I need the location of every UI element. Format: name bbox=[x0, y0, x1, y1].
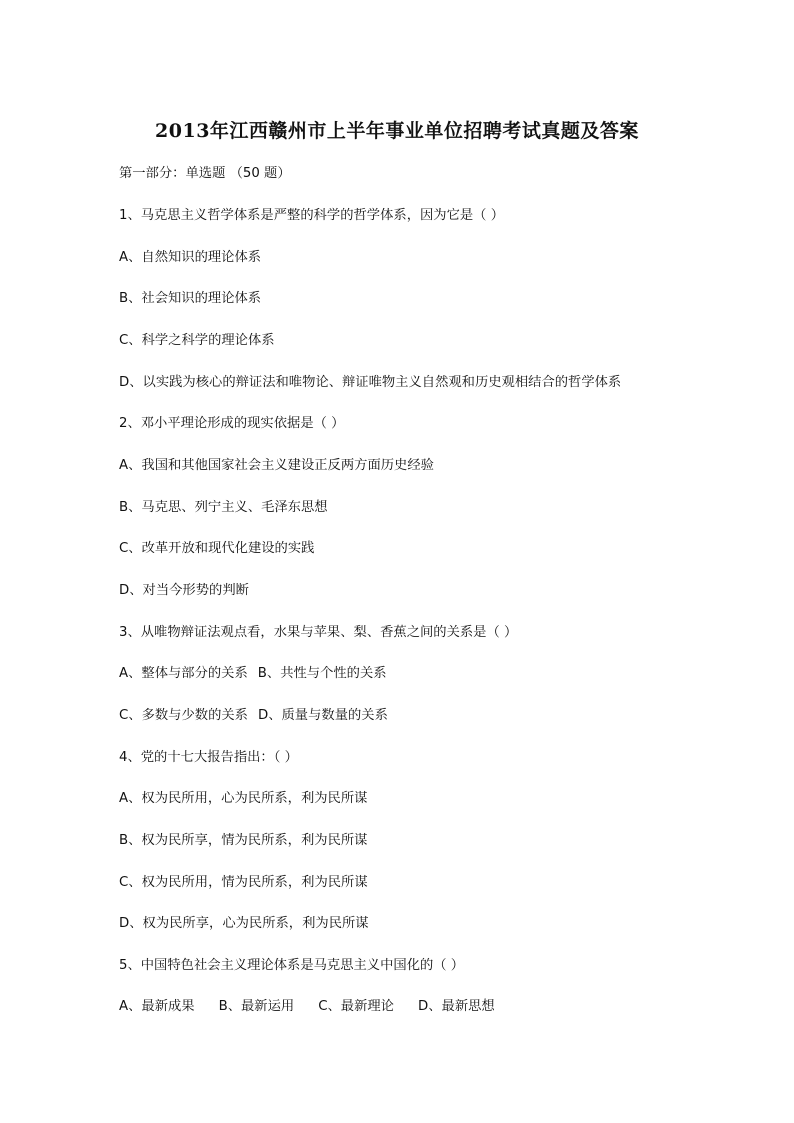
question-2-option-b: B、马克思、列宁主义、毛泽东思想 bbox=[119, 500, 328, 515]
document-title: 2013年江西赣州市上半年事业单位招聘考试真题及答案 bbox=[155, 120, 639, 142]
question-2-option-c: C、改革开放和现代化建设的实践 bbox=[119, 541, 315, 556]
question-3-option-a: A、整体与部分的关系 bbox=[119, 666, 248, 681]
question-1-option-d: D、以实践为核心的辩证法和唯物论、辩证唯物主义自然观和历史观相结合的哲学体系 bbox=[119, 375, 622, 390]
question-5-stem: 5、中国特色社会主义理论体系是马克思主义中国化的（ ） bbox=[119, 958, 465, 973]
question-3-option-b: B、共性与个性的关系 bbox=[257, 666, 387, 681]
question-4-option-c: C、权为民所用，情为民所系，利为民所谋 bbox=[119, 875, 368, 890]
question-4-option-d: D、权为民所享，心为民所系，利为民所谋 bbox=[119, 916, 369, 931]
question-2-stem: 2、邓小平理论形成的现实依据是（ ） bbox=[119, 416, 345, 431]
question-3-options-row-1 bbox=[119, 665, 387, 683]
question-5-option-b: B、最新运用 bbox=[218, 999, 295, 1014]
question-5-option-c: C、最新理论 bbox=[318, 999, 394, 1014]
question-3-stem: 3、从唯物辩证法观点看，水果与苹果、梨、香蕉之间的关系是（ ） bbox=[119, 625, 518, 640]
section-heading: 第一部分：单选题 （50 题） bbox=[119, 166, 291, 181]
question-5-option-d: D、最新思想 bbox=[417, 999, 495, 1014]
question-4-option-b: B、权为民所享，情为民所系，利为民所谋 bbox=[119, 833, 368, 848]
question-1-stem: 1、马克思主义哲学体系是严整的科学的哲学体系，因为它是（ ） bbox=[119, 208, 504, 223]
question-3-option-d: D、质量与数量的关系 bbox=[257, 708, 388, 723]
question-1-option-c: C、科学之科学的理论体系 bbox=[119, 333, 275, 348]
question-5-option-a: A、最新成果 bbox=[119, 999, 195, 1014]
question-4-option-a: A、权为民所用，心为民所系，利为民所谋 bbox=[119, 791, 368, 806]
question-3-option-c: C、多数与少数的关系 bbox=[119, 708, 248, 723]
question-1-option-b: B、社会知识的理论体系 bbox=[119, 291, 262, 306]
question-1-option-a: A、自然知识的理论体系 bbox=[119, 250, 262, 265]
question-4-stem: 4、党的十七大报告指出：（ ） bbox=[119, 750, 298, 765]
question-5-options-row bbox=[119, 998, 495, 1016]
question-2-option-d: D、对当今形势的判断 bbox=[119, 583, 249, 598]
question-3-options-row-2 bbox=[119, 707, 388, 725]
question-2-option-a: A、我国和其他国家社会主义建设正反两方面历史经验 bbox=[119, 458, 434, 473]
